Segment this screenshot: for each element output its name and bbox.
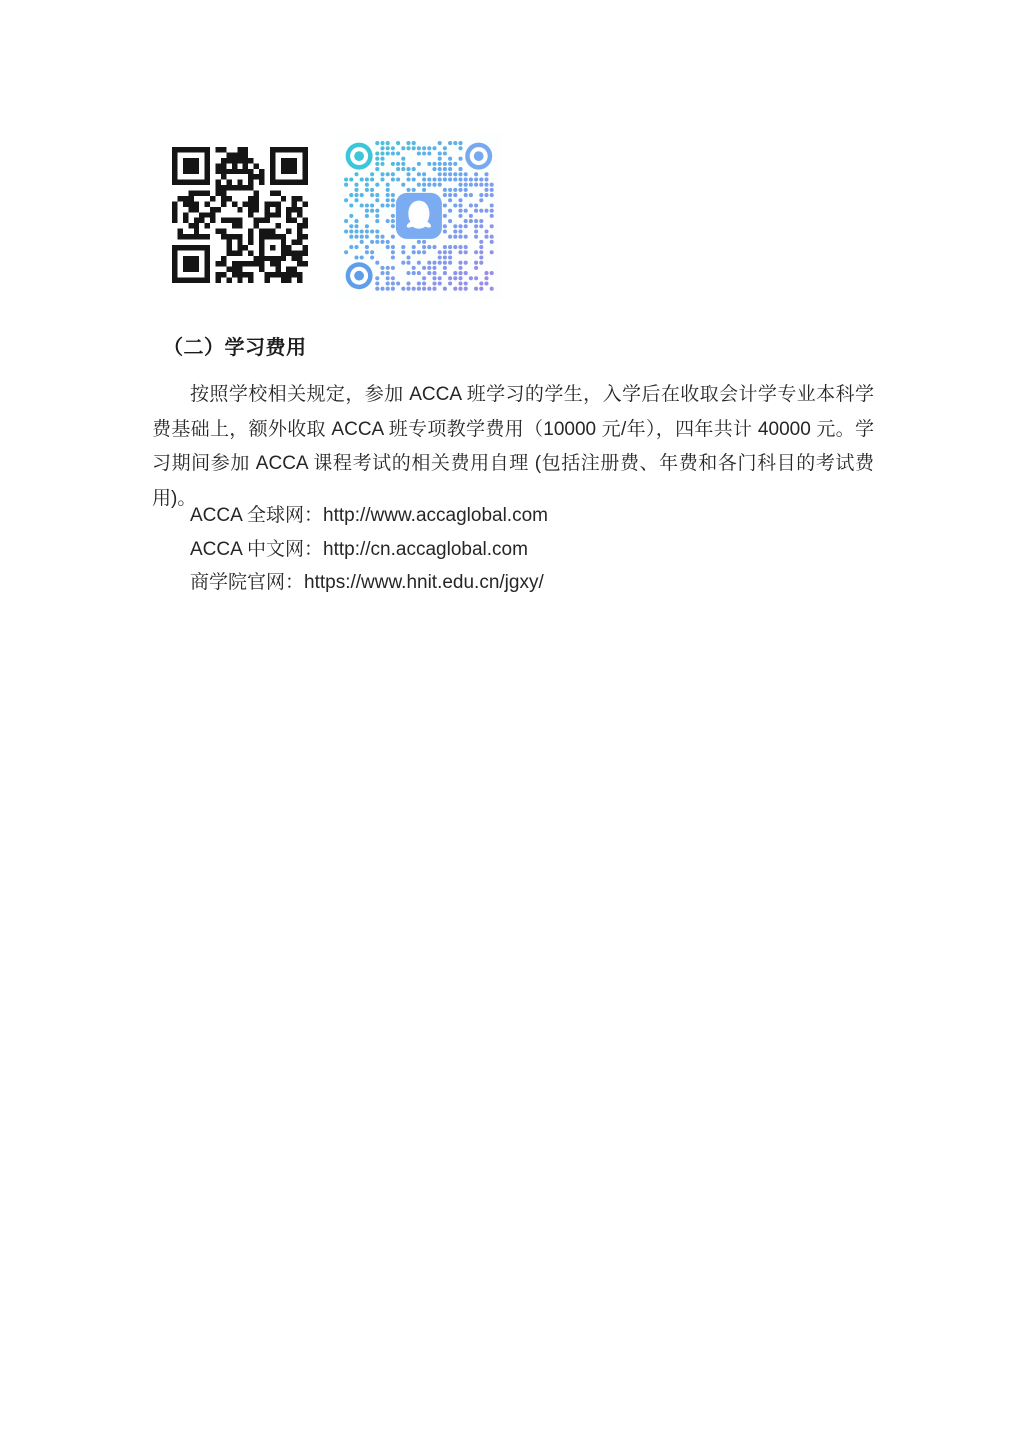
link-url: http://cn.accaglobal.com — [323, 538, 528, 560]
link-label: ACCA 全球网： — [190, 505, 324, 526]
link-acca-global — [190, 499, 548, 533]
link-url: http://www.accaglobal.com — [323, 505, 548, 526]
fees-paragraph: 按照学校相关规定，参加 ACCA 班学习的学生，入学后在收取会计学专业本科学费基础上，额外收取 ACCA 班专项教学费用（10000 元/年），四年共计 40000 元。学习期间参加 ACCA 课程考试的相关费用自理 (包括注册费、年费和各门科目的考试费用)。 — [152, 384, 874, 509]
qr-code-icon — [172, 147, 308, 283]
section-heading: （二）学习费用 — [163, 337, 307, 359]
qr-code-qq-colored-image — [336, 133, 502, 299]
link-business-school-site — [190, 566, 548, 600]
link-label: 商学院官网： — [190, 572, 305, 593]
qq-qr-code-icon — [336, 133, 502, 299]
qr-code-standard-image — [172, 147, 308, 283]
link-url: https://www.hnit.edu.cn/jgxy/ — [304, 572, 544, 593]
links-block — [190, 499, 548, 600]
link-acca-china — [190, 533, 548, 567]
link-label: ACCA 中文网： — [190, 538, 324, 560]
